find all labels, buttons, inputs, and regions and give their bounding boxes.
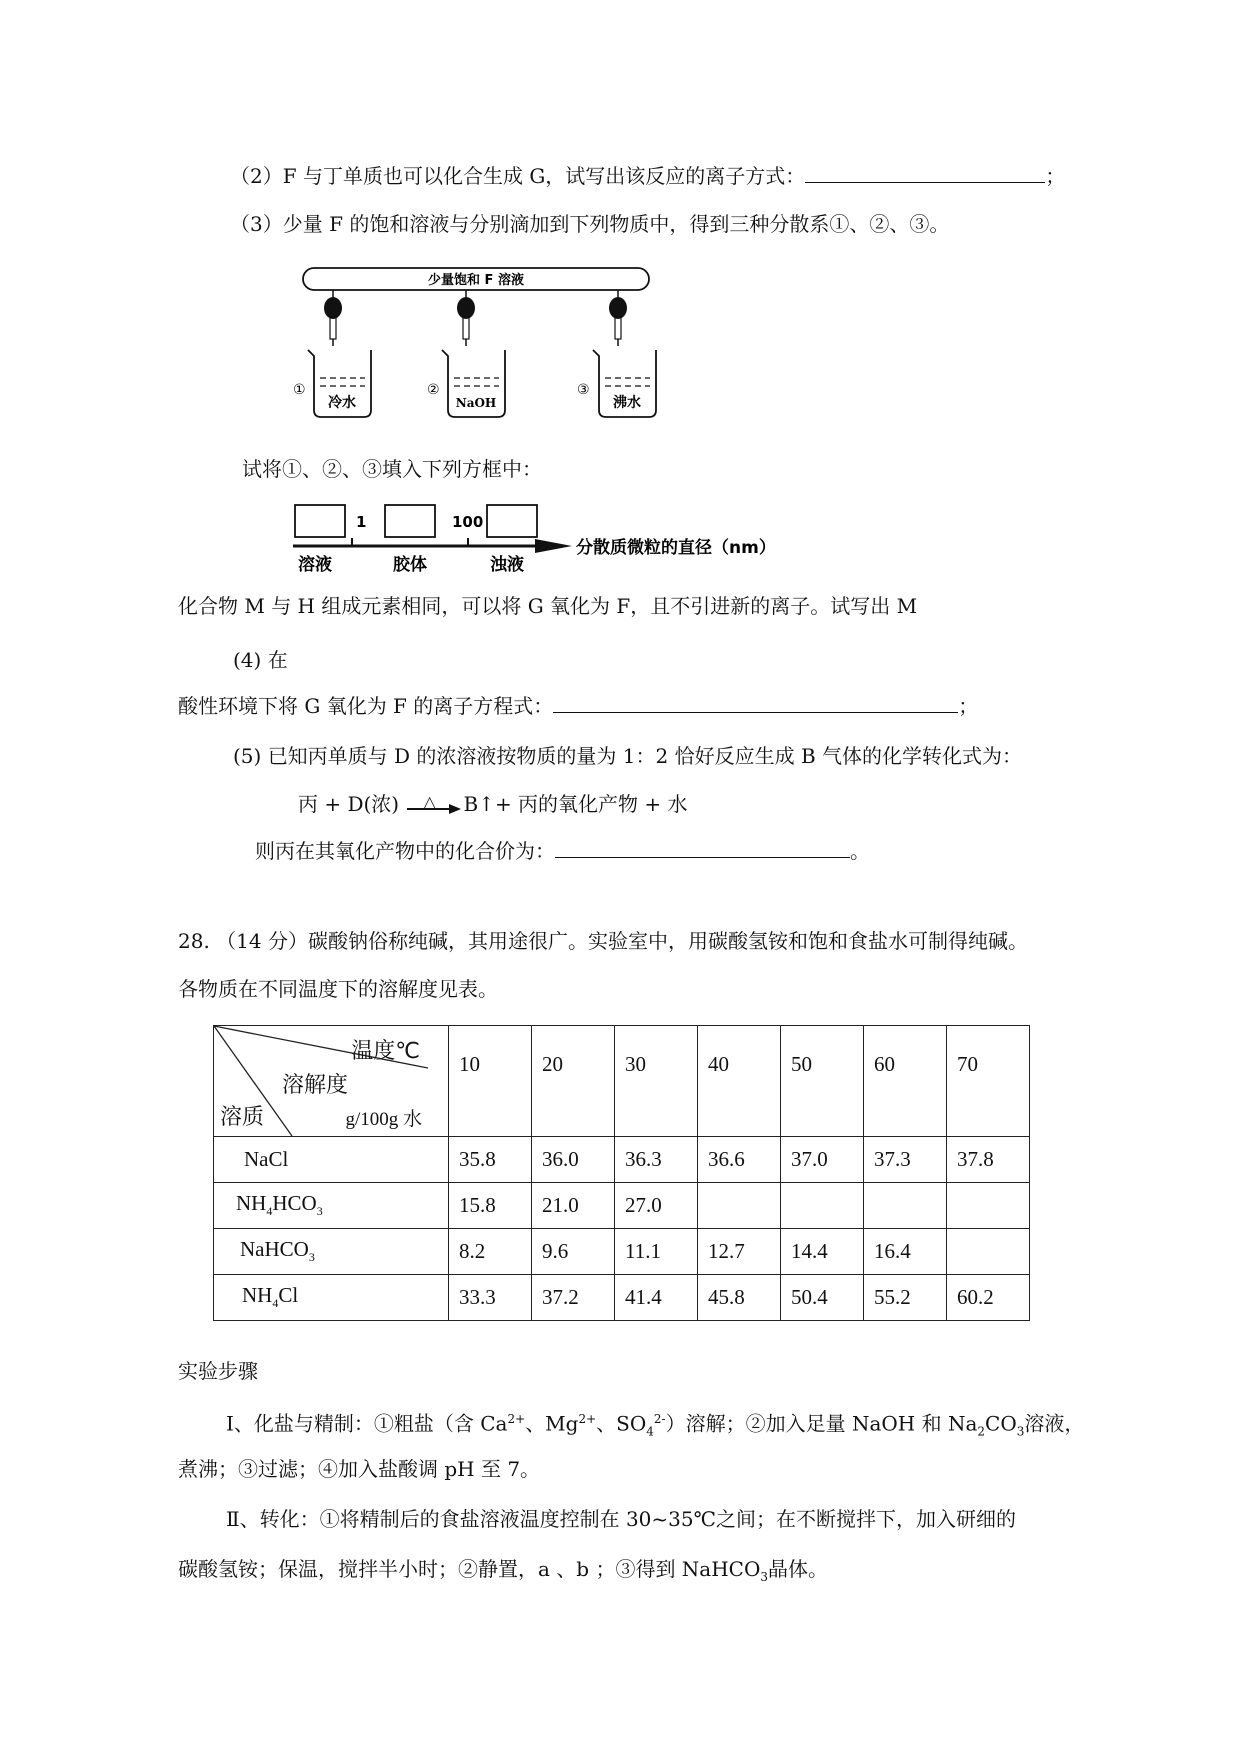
table-cell: 12.7 bbox=[698, 1229, 781, 1275]
step-1-line-1: Ⅰ、化盐与精制：①粗盐（含 $Ca^{2+}$、$Mg^{2+}$、$SO_4^{2-}$）溶解；②加入足量 NaOH 和 $Na_2CO_3$溶液， bbox=[226, 1411, 1085, 1439]
table-cell bbox=[781, 1183, 864, 1229]
table-cell: 36.0 bbox=[532, 1137, 615, 1183]
question-2-text: （2）F 与丁单质也可以化合生成 G，试写出该反应的离子方式： bbox=[230, 164, 806, 188]
table-cell: 15.8 bbox=[449, 1183, 532, 1229]
dropper-beaker-figure bbox=[290, 262, 670, 432]
header-solubility: 溶解度 bbox=[282, 1073, 349, 1098]
step-2-line-2: 碳酸氢铵；保温，搅拌半小时；②静置，a 、b ；③得到 NaHCO$_3$晶体。 bbox=[178, 1557, 829, 1584]
steps-title: 实验步骤 bbox=[178, 1359, 258, 1383]
row-name-nacl: NaCl bbox=[214, 1137, 449, 1183]
table-cell: 16.4 bbox=[864, 1229, 947, 1275]
question-4-label: (4) 在 bbox=[233, 648, 288, 672]
beaker-1-label: 冷水 bbox=[328, 395, 356, 411]
answer-box-1[interactable] bbox=[295, 505, 345, 537]
step-2-line-1: Ⅱ、转化：①将精制后的食盐溶液温度控制在 30~35℃之间；在不断搅拌下，加入研细的 bbox=[226, 1507, 1016, 1531]
table-row bbox=[214, 1137, 1030, 1183]
table-cell: 8.2 bbox=[449, 1229, 532, 1275]
question-5-equation: 丙 + D(浓) △ B↑+ 丙的氧化产物 + 水 bbox=[298, 791, 688, 816]
answer-blank[interactable] bbox=[805, 164, 1045, 183]
region-solution: 溶液 bbox=[298, 555, 332, 575]
table-cell: 21.0 bbox=[532, 1183, 615, 1229]
question-3: （3）少量 F 的饱和溶液与分别滴加到下列物质中，得到三种分散系①、②、③。 bbox=[230, 212, 950, 236]
beaker-3-number: ③ bbox=[577, 382, 590, 398]
table-cell: 37.0 bbox=[781, 1137, 864, 1183]
header-temperature: 温度℃ bbox=[351, 1039, 420, 1064]
beaker-2-number: ② bbox=[427, 382, 440, 398]
dropper-1 bbox=[324, 290, 342, 346]
row-name-nahco3: NaHCO$_3$ bbox=[214, 1229, 449, 1275]
step-1-line-2: 煮沸；③过滤；④加入盐酸调 pH 至 7。 bbox=[178, 1457, 541, 1481]
table-cell: 35.8 bbox=[449, 1137, 532, 1183]
header-unit: g/100g 水 bbox=[345, 1109, 422, 1130]
table-cell bbox=[698, 1183, 781, 1229]
question-5-line-1: (5) 已知丙单质与 D 的浓溶液按物质的量为 1：2 恰好反应生成 B 气体的化学转化式为： bbox=[233, 744, 1023, 768]
axis-label: 分散质微粒的直径（nm） bbox=[576, 538, 776, 558]
table-cell: 37.8 bbox=[947, 1137, 1030, 1183]
beaker-1-number: ① bbox=[293, 382, 306, 398]
tick-label-100: 100 bbox=[452, 513, 484, 531]
temp-10: 10 bbox=[449, 1026, 532, 1137]
answer-blank[interactable] bbox=[553, 694, 958, 713]
table-row bbox=[214, 1183, 1030, 1229]
diagonal-header-cell bbox=[214, 1026, 449, 1137]
table-header-row bbox=[214, 1026, 1030, 1137]
beaker-1 bbox=[293, 350, 371, 417]
temp-40: 40 bbox=[698, 1026, 781, 1137]
temp-50: 50 bbox=[781, 1026, 864, 1137]
table-cell: 55.2 bbox=[864, 1275, 947, 1321]
beaker-3-label: 沸水 bbox=[613, 395, 641, 411]
table-cell: 14.4 bbox=[781, 1229, 864, 1275]
question-5-line-3: 则丙在其氧化产物中的化合价为： 。 bbox=[255, 839, 870, 863]
table-cell: 60.2 bbox=[947, 1275, 1030, 1321]
header-solute: 溶质 bbox=[220, 1105, 265, 1130]
temp-60: 60 bbox=[864, 1026, 947, 1137]
axis-arrow-icon bbox=[535, 539, 572, 553]
question-28-line-2: 各物质在不同温度下的溶解度见表。 bbox=[178, 977, 498, 1001]
dropper-2 bbox=[457, 290, 475, 346]
table-row bbox=[214, 1229, 1030, 1275]
table-cell: 37.2 bbox=[532, 1275, 615, 1321]
question-4-line-2: 酸性环境下将 G 氧化为 F 的离子方程式： ； bbox=[178, 694, 979, 718]
temp-30: 30 bbox=[615, 1026, 698, 1137]
beaker-3 bbox=[577, 350, 656, 417]
row-name-nh4hco3: $NH_4HCO_3$ bbox=[214, 1183, 449, 1229]
table-cell: 36.3 bbox=[615, 1137, 698, 1183]
dropper-3 bbox=[609, 290, 627, 346]
banner-label: 少量饱和 F 溶液 bbox=[428, 273, 524, 288]
answer-box-2[interactable] bbox=[385, 505, 435, 537]
question-4-line-1: 化合物 M 与 H 组成元素相同，可以将 G 氧化为 F，且不引进新的离子。试写出 M bbox=[178, 594, 918, 618]
temp-70: 70 bbox=[947, 1026, 1030, 1137]
table-cell: 33.3 bbox=[449, 1275, 532, 1321]
temp-20: 20 bbox=[532, 1026, 615, 1137]
beaker-2-label: NaOH bbox=[455, 396, 497, 410]
particle-size-axis-figure bbox=[290, 500, 830, 580]
table-cell: 41.4 bbox=[615, 1275, 698, 1321]
answer-box-3[interactable] bbox=[487, 505, 537, 537]
table-cell: 37.3 bbox=[864, 1137, 947, 1183]
table-cell: 36.6 bbox=[698, 1137, 781, 1183]
table-cell: 11.1 bbox=[615, 1229, 698, 1275]
region-colloid: 胶体 bbox=[393, 555, 427, 575]
question-2: （2）F 与丁单质也可以化合生成 G，试写出该反应的离子方式： ； bbox=[230, 164, 1066, 188]
table-cell bbox=[947, 1183, 1030, 1229]
table-cell: 27.0 bbox=[615, 1183, 698, 1229]
table-cell bbox=[864, 1183, 947, 1229]
region-suspension: 浊液 bbox=[490, 555, 524, 575]
table-cell: 9.6 bbox=[532, 1229, 615, 1275]
heating-arrow-icon: △ bbox=[405, 795, 463, 817]
solubility-table bbox=[213, 1025, 1030, 1321]
table-row bbox=[214, 1275, 1030, 1321]
answer-blank[interactable] bbox=[555, 839, 850, 858]
tick-label-1: 1 bbox=[356, 513, 367, 531]
table-cell: 50.4 bbox=[781, 1275, 864, 1321]
row-name-nh4cl: $NH_4Cl$ bbox=[214, 1275, 449, 1321]
beaker-2 bbox=[427, 350, 505, 417]
instruction-text: 试将①、②、③填入下列方框中： bbox=[242, 457, 542, 481]
question-28-line-1: 28. （14 分）碳酸钠俗称纯碱，其用途很广。实验室中，用碳酸氢铵和饱和食盐水可制得纯碱。 bbox=[178, 929, 1028, 953]
table-cell bbox=[947, 1229, 1030, 1275]
table-cell: 45.8 bbox=[698, 1275, 781, 1321]
